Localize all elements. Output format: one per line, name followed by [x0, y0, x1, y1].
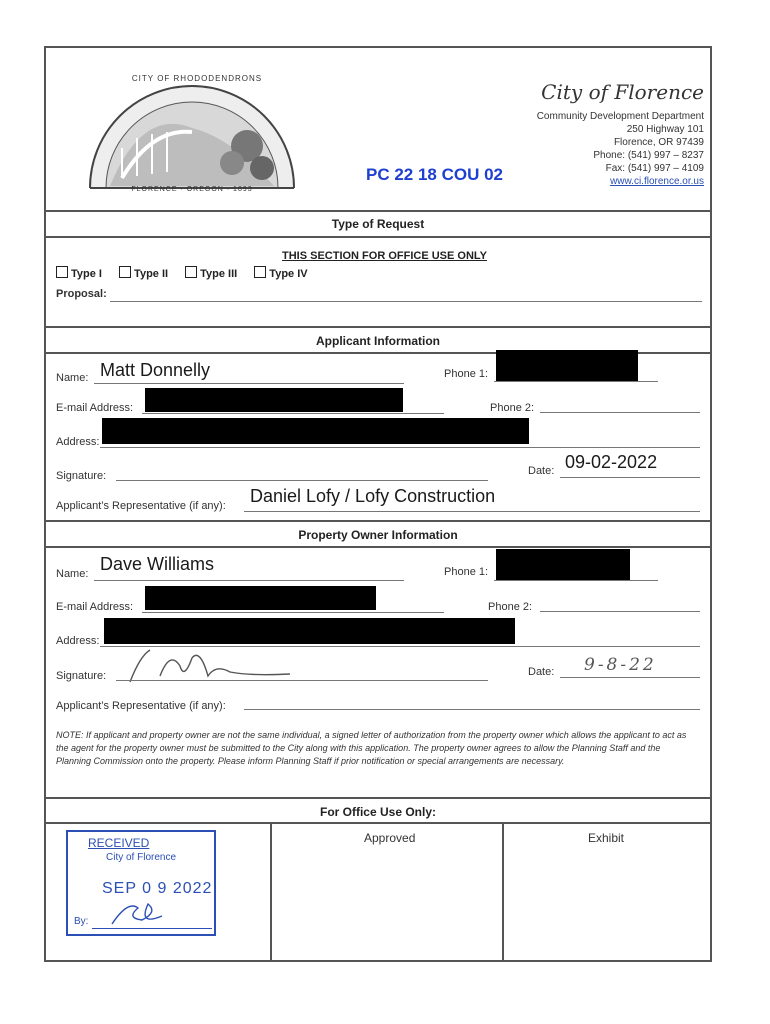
owner-rep-label: Applicant’s Representative (if any): — [56, 700, 226, 712]
owner-name-label: Name: — [56, 568, 89, 580]
signature-line — [116, 480, 488, 481]
applicant-name-field[interactable]: Matt Donnelly — [100, 360, 211, 380]
field-line — [494, 580, 658, 581]
owner-email-label: E-mail Address: — [56, 601, 134, 613]
seal-text-bottom: FLORENCE · OREGON · 1893 — [131, 186, 253, 193]
applicant-phone2-label: Phone 2: — [490, 402, 535, 414]
field-line — [244, 709, 700, 710]
divider — [44, 797, 712, 799]
type-ii-checkbox[interactable]: Type II — [119, 268, 168, 280]
signature-line — [116, 680, 488, 681]
address-line: Community Development Department — [536, 111, 704, 122]
address-line: Phone: (541) 997 – 8237 — [593, 150, 704, 161]
redaction-box — [104, 618, 515, 644]
column-divider — [502, 822, 504, 962]
type-of-request-title: Type of Request — [331, 217, 425, 231]
column-divider — [270, 822, 272, 962]
divider — [44, 520, 712, 522]
applicant-address-label: Address: — [56, 436, 100, 448]
applicant-name-label: Name: — [56, 372, 89, 384]
applicant-date-label: Date: — [528, 465, 555, 477]
field-line — [560, 677, 700, 678]
divider — [44, 236, 712, 238]
applicant-signature-label: Signature: — [56, 470, 107, 482]
address-line: Florence, OR 97439 — [613, 137, 704, 148]
stamp-received: RECEIVED — [88, 836, 150, 850]
type-iii-checkbox[interactable]: Type III — [185, 268, 237, 280]
stamp-by: By: — [74, 916, 89, 927]
website-link[interactable]: www.ci.florence.or.us — [610, 176, 704, 187]
applicant-phone1-label: Phone 1: — [444, 368, 489, 380]
city-logo-script: City of Florence — [541, 80, 704, 104]
redaction-box — [496, 350, 638, 382]
owner-info-title: Property Owner Information — [298, 528, 458, 542]
seal-text-top: CITY OF RHODODENDRONS — [131, 74, 263, 83]
field-line — [560, 477, 700, 478]
divider — [44, 546, 712, 548]
divider — [44, 822, 712, 824]
owner-name-field[interactable]: Dave Williams — [100, 554, 215, 574]
department-address — [537, 110, 704, 188]
type-i-checkbox[interactable]: Type I — [56, 268, 102, 280]
field-line — [142, 612, 444, 613]
applicant-date-field[interactable]: 09-02-2022 — [565, 452, 658, 472]
stamp-city: City of Florence — [106, 852, 177, 863]
exhibit-label: Exhibit — [588, 831, 625, 845]
field-line — [100, 447, 700, 448]
redaction-box — [145, 586, 376, 610]
applicant-info-title: Applicant Information — [316, 334, 440, 348]
city-seal — [82, 68, 302, 200]
case-number: PC 22 18 COU 02 — [366, 165, 504, 184]
divider — [44, 210, 712, 212]
proposal-line — [110, 301, 702, 302]
approved-label: Approved — [364, 831, 416, 845]
stamp-date: SEP 0 9 2022 — [102, 880, 213, 897]
proposal-label: Proposal: — [56, 288, 107, 300]
stamp-initials — [108, 898, 168, 930]
redaction-box — [145, 388, 403, 412]
address-line: 250 Highway 101 — [626, 124, 704, 135]
field-line — [142, 413, 444, 414]
field-line — [540, 412, 700, 413]
applicant-rep-field[interactable]: Daniel Lofy / Lofy Construction — [250, 486, 496, 506]
owner-signature-label: Signature: — [56, 670, 107, 682]
owner-date-field[interactable]: 9-8-22 — [584, 655, 657, 675]
applicant-rep-label: Applicant’s Representative (if any): — [56, 500, 226, 512]
field-line — [494, 381, 658, 382]
field-line — [94, 383, 404, 384]
type-iv-checkbox[interactable]: Type IV — [254, 268, 307, 280]
applicant-email-label: E-mail Address: — [56, 402, 134, 414]
owner-phone2-label: Phone 2: — [488, 601, 533, 613]
authorization-note: NOTE: If applicant and property owner are not the same individual, a signed letter of authorization from the property owner which allows the applicant to act as the agent for the property owner must be submitted to the City along with this application. The property owner agrees to allow the Planning Staff and the Planning Commission onto the property. Please inform Planning Staff if prior notification or special arrangements are necessary. — [56, 730, 687, 766]
office-use-title: For Office Use Only: — [319, 805, 437, 819]
stamp-line — [92, 928, 212, 929]
owner-date-label: Date: — [528, 666, 555, 678]
field-line — [94, 580, 404, 581]
redaction-box — [496, 549, 630, 581]
received-stamp — [66, 830, 216, 936]
divider — [44, 326, 712, 328]
field-line — [244, 511, 700, 512]
address-line: Fax: (541) 997 – 4109 — [605, 163, 704, 174]
field-line — [540, 611, 700, 612]
owner-phone1-label: Phone 1: — [444, 566, 489, 578]
redaction-box — [102, 418, 529, 444]
office-use-heading: THIS SECTION FOR OFFICE USE ONLY — [282, 250, 487, 262]
type-checkboxes — [56, 266, 308, 280]
seal-graphic — [82, 68, 302, 200]
owner-address-label: Address: — [56, 635, 100, 647]
